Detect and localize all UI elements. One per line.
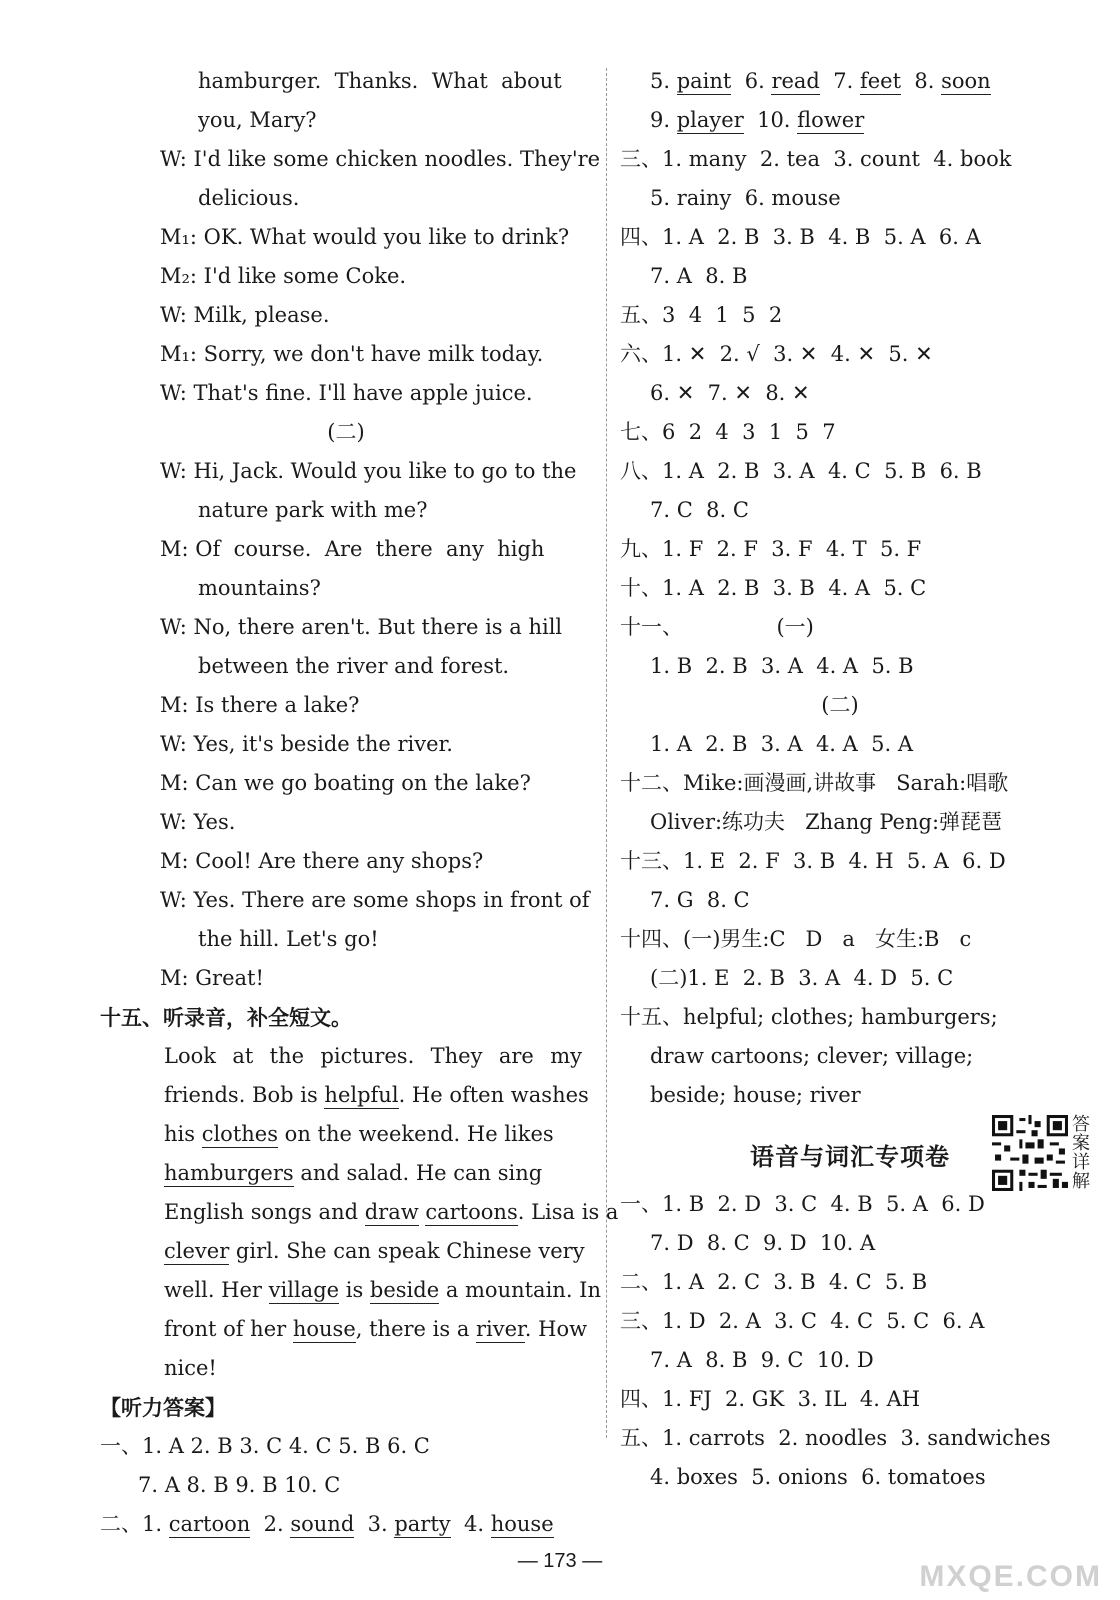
answer-line: (二)1. E 2. B 3. A 4. D 5. C (650, 966, 954, 990)
answer-line: 二、1. A 2. C 3. B 4. C 5. B (620, 1270, 928, 1294)
dialogue-line: mountains? (198, 576, 321, 600)
answer-line: 五、1. carrots 2. noodles 3. sandwiches (620, 1426, 1051, 1450)
blank-answer: helpful (324, 1083, 399, 1107)
answer-line: 7. G 8. C (650, 888, 750, 912)
answer-line: 5. paint 6. read 7. feet 8. soon (650, 69, 991, 93)
answer-line: 一、1. A 2. B 3. C 4. C 5. B 6. C (100, 1434, 430, 1458)
passage-line: English songs and draw cartoons. Lisa is a (164, 1200, 619, 1224)
blank-answer: hamburgers (164, 1161, 294, 1185)
blank-answer: cartoons (425, 1200, 518, 1224)
answer-line: 四、1. FJ 2. GK 3. IL 4. AH (620, 1387, 921, 1411)
dialogue-line: hamburger. Thanks. What about (198, 69, 562, 93)
blank-answer: beside (369, 1278, 440, 1302)
dialogue-line: M₂: I'd like some Coke. (160, 264, 407, 288)
passage-line: his clothes on the weekend. He likes (164, 1122, 554, 1146)
answer-line: Oliver:练功夫 Zhang Peng:弹琵琶 (650, 810, 1003, 834)
watermark: MXQE.COM (919, 1560, 1102, 1593)
dialogue-line: W: That's fine. I'll have apple juice. (160, 381, 533, 405)
answer-list (620, 140, 1060, 1115)
left-column (100, 62, 619, 1544)
answer-line: 五、3 4 1 5 2 (620, 303, 783, 327)
answer-line: 三、1. D 2. A 3. C 4. C 5. C 6. A (620, 1309, 985, 1333)
section-15-heading: 十五、听录音，补全短文。 (100, 1005, 352, 1030)
answer-line: 二、1. cartoon 2. sound 3. party 4. house (100, 1512, 554, 1536)
dialogue-line: you, Mary? (198, 108, 317, 132)
answer-line: 7. A 8. B 9. C 10. D (650, 1348, 874, 1372)
answer-line: 十四、(一)男生:C D a 女生:B c (620, 927, 972, 951)
page-number: — 173 — (517, 1550, 603, 1572)
dialogue-line: W: Yes. (160, 810, 236, 834)
answer-line: 四、1. A 2. B 3. B 4. B 5. A 6. A (620, 225, 981, 249)
dialogue-line: M: Cool! Are there any shops? (160, 849, 484, 873)
dialogue-lines (100, 62, 601, 998)
answer-line: draw cartoons; clever; village; (650, 1044, 974, 1068)
dialogue-line: W: Yes. There are some shops in front of (160, 888, 590, 912)
dialogue-line: W: I'd like some chicken noodles. They're (160, 147, 601, 171)
answer-line: 7. C 8. C (650, 498, 749, 522)
answer-line: 7. D 8. C 9. D 10. A (650, 1231, 876, 1255)
dialogue-line: W: No, there aren't. But there is a hill (160, 615, 563, 639)
passage-line: Look at the pictures. They are my (164, 1044, 582, 1068)
answer-line: 三、1. many 2. tea 3. count 4. book (620, 147, 1012, 171)
answer-line: 4. boxes 5. onions 6. tomatoes (650, 1465, 986, 1489)
blank-answer: river (476, 1317, 525, 1341)
answer-line: 六、1. ✕ 2. √ 3. ✕ 4. ✕ 5. ✕ (620, 342, 933, 366)
dialogue-line: M: Great! (160, 966, 264, 990)
answer-line: 十五、helpful; clothes; hamburgers; (620, 1005, 998, 1029)
dialogue-part-label: (二) (327, 420, 365, 444)
column-divider (606, 68, 607, 1438)
answer-line: 十一、 (一) (620, 615, 814, 639)
dialogue-line: W: Milk, please. (160, 303, 330, 327)
passage-line: hamburgers and salad. He can sing (164, 1161, 543, 1185)
section-title-row (620, 1114, 1090, 1192)
dialogue-line: M₁: OK. What would you like to drink? (160, 225, 570, 249)
qr-code-icon (992, 1115, 1068, 1191)
dialogue-line: nature park with me? (198, 498, 428, 522)
passage-line: well. Her village is beside a mountain. In (164, 1278, 601, 1302)
dialogue-line: M: Can we go boating on the lake? (160, 771, 531, 795)
passage-line: clever girl. She can speak Chinese very (164, 1239, 585, 1263)
answer-line: 十二、Mike:画漫画,讲故事 Sarah:唱歌 (620, 771, 1009, 795)
dialogue-line: delicious. (198, 186, 300, 210)
answer-line: 七、6 2 4 3 1 5 7 (620, 420, 836, 444)
answer-line: beside; house; river (650, 1083, 861, 1107)
answer-line: 十、1. A 2. B 3. B 4. A 5. C (620, 576, 927, 600)
passage (100, 1037, 619, 1388)
passage-line: nice! (164, 1356, 217, 1380)
blank-answer: house (292, 1317, 356, 1341)
blank-answer: draw (364, 1200, 419, 1224)
answer-line: 1. B 2. B 3. A 4. A 5. B (650, 654, 914, 678)
answer-line: 9. player 10. flower (650, 108, 865, 132)
answer-line: 7. A 8. B (650, 264, 748, 288)
answer-line: 1. A 2. B 3. A 4. A 5. A (650, 732, 914, 756)
answer-line: 一、1. B 2. D 3. C 4. B 5. A 6. D (620, 1192, 985, 1216)
blank-answer: clever (164, 1239, 230, 1263)
listening-answers-heading: 【听力答案】 (100, 1395, 226, 1420)
answer-line: 八、1. A 2. B 3. A 4. C 5. B 6. B (620, 459, 982, 483)
dialogue-line: M: Of course. Are there any high (160, 537, 545, 561)
answer-line: 5. rainy 6. mouse (650, 186, 841, 210)
answer-line: 6. ✕ 7. ✕ 8. ✕ (650, 381, 810, 405)
dialogue-line: W: Hi, Jack. Would you like to go to the (160, 459, 577, 483)
dialogue-line: W: Yes, it's beside the river. (160, 732, 453, 756)
blank-answer: village (268, 1278, 340, 1302)
passage-line: front of her house, there is a river. How (164, 1317, 588, 1341)
dialogue-line: between the river and forest. (198, 654, 510, 678)
answer-line: (二) (821, 693, 859, 717)
dialogue-line: M₁: Sorry, we don't have milk today. (160, 342, 544, 366)
answer-line: 十三、1. E 2. F 3. B 4. H 5. A 6. D (620, 849, 1006, 873)
right-column (620, 62, 1090, 1497)
dialogue-line: M: Is there a lake? (160, 693, 360, 717)
dialogue-line: the hill. Let's go! (198, 927, 379, 951)
qr-label: 答案详解 (1072, 1114, 1090, 1192)
answer-line: 7. A 8. B 9. B 10. C (138, 1473, 341, 1497)
passage-line: friends. Bob is helpful. He often washes (164, 1083, 589, 1107)
answer-list (620, 1185, 1060, 1497)
answer-line: 九、1. F 2. F 3. F 4. T 5. F (620, 537, 922, 561)
blank-answer: clothes (201, 1122, 278, 1146)
section-title: 语音与词汇专项卷 (750, 1142, 950, 1171)
